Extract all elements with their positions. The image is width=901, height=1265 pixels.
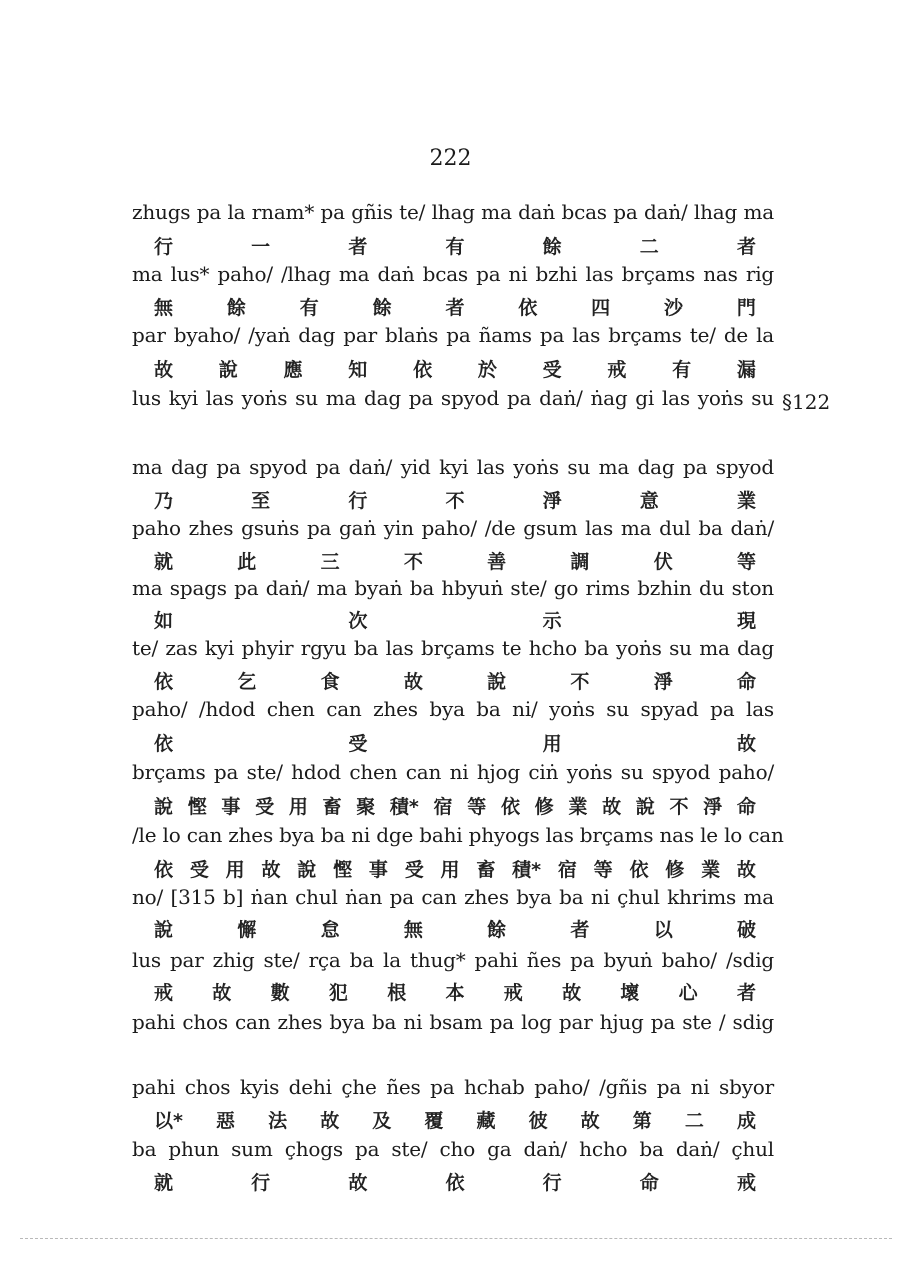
chinese-gloss-line — [132, 606, 774, 633]
gloss-char: 戒 — [736, 1172, 756, 1194]
gloss-char: 戒 — [607, 359, 627, 381]
romanized-line: par byaho/ /yaṅ dag par blaṅs pa ñams pa las brçams te/ de la — [132, 323, 774, 347]
gloss-char: 故 — [403, 671, 423, 693]
gloss-char: 示 — [542, 610, 562, 632]
gloss-char: 有 — [445, 236, 465, 258]
gloss-char: 說 — [635, 796, 655, 818]
gloss-char: 修 — [534, 796, 554, 818]
gloss-char: 根 — [387, 982, 407, 1004]
gloss-char: 壞 — [620, 982, 640, 1004]
gloss-char: 法 — [268, 1110, 288, 1132]
gloss-char: 用 — [440, 859, 460, 881]
gloss-char: 受 — [404, 859, 424, 881]
gloss-char: 用 — [288, 796, 308, 818]
gloss-char: 二 — [684, 1110, 704, 1132]
chinese-gloss-line — [132, 293, 774, 320]
gloss-char: 一 — [251, 236, 271, 258]
romanized-line: ba phun sum çhogs pa ste/ cho ga daṅ/ hcho ba daṅ/ çhul — [132, 1137, 774, 1161]
gloss-char: 行 — [154, 236, 174, 258]
gloss-char: 意 — [639, 490, 659, 512]
chinese-gloss-line — [132, 355, 774, 382]
gloss-char: 有 — [672, 359, 692, 381]
gloss-char: 食 — [320, 671, 340, 693]
gloss-char: 者 — [736, 982, 756, 1004]
gloss-char: 故 — [602, 796, 622, 818]
chinese-gloss-line — [132, 547, 774, 574]
gloss-char: 聚 — [356, 796, 376, 818]
footer-rule — [20, 1238, 892, 1239]
gloss-char: 故 — [212, 982, 232, 1004]
gloss-char: 故 — [736, 733, 756, 755]
gloss-char: 用 — [542, 733, 562, 755]
gloss-char: 故 — [562, 982, 582, 1004]
gloss-char: 善 — [487, 551, 507, 573]
gloss-char: 第 — [632, 1110, 652, 1132]
gloss-char: 故 — [261, 859, 281, 881]
gloss-char: 宿 — [433, 796, 453, 818]
chinese-gloss-line — [132, 915, 774, 942]
gloss-char: 畜 — [476, 859, 496, 881]
gloss-char: 受 — [348, 733, 368, 755]
gloss-char: 知 — [348, 359, 368, 381]
gloss-char: 就 — [154, 1172, 174, 1194]
gloss-char: 二 — [639, 236, 659, 258]
gloss-char: 三 — [320, 551, 340, 573]
gloss-char: 門 — [736, 297, 756, 319]
gloss-char: 不 — [570, 671, 590, 693]
chinese-gloss-line — [132, 232, 774, 259]
gloss-char: 有 — [299, 297, 319, 319]
gloss-char: 餘 — [487, 919, 507, 941]
gloss-char: 沙 — [664, 297, 684, 319]
gloss-char: 伏 — [653, 551, 673, 573]
gloss-char: 無 — [403, 919, 423, 941]
gloss-char: 事 — [221, 796, 241, 818]
gloss-char: 成 — [736, 1110, 756, 1132]
gloss-char: 說 — [297, 859, 317, 881]
gloss-char: 犯 — [328, 982, 348, 1004]
romanized-line: lus kyi las yoṅs su ma dag pa spyod pa daṅ/ ṅag gi las yoṅs su — [132, 386, 774, 410]
gloss-char: 彼 — [528, 1110, 548, 1132]
romanized-line: paho zhes gsuṅs pa gaṅ yin paho/ /de gsum las ma dul ba daṅ/ — [132, 516, 774, 540]
gloss-char: 戒 — [154, 982, 174, 1004]
gloss-char: 者 — [570, 919, 590, 941]
chinese-gloss-line — [132, 1168, 774, 1195]
gloss-char: 行 — [348, 490, 368, 512]
gloss-char: 說 — [154, 796, 174, 818]
gloss-char: 應 — [283, 359, 303, 381]
gloss-char: 餘 — [372, 297, 392, 319]
gloss-char: 依 — [154, 859, 174, 881]
gloss-char: 行 — [542, 1172, 562, 1194]
romanized-line: zhugs pa la rnam* pa gñis te/ lhag ma daṅ bcas pa daṅ/ lhag ma — [132, 200, 774, 224]
gloss-char: 命 — [736, 671, 756, 693]
romanized-line: pahi chos kyis dehi çhe ñes pa hchab paho/ /gñis pa ni sbyor — [132, 1075, 774, 1099]
gloss-char: 四 — [591, 297, 611, 319]
gloss-char: 數 — [270, 982, 290, 1004]
gloss-char: 不 — [669, 796, 689, 818]
gloss-char: 者 — [348, 236, 368, 258]
gloss-char: 依 — [413, 359, 433, 381]
page-number: 222 — [429, 146, 472, 171]
gloss-char: 不 — [403, 551, 423, 573]
gloss-char: 說 — [154, 919, 174, 941]
gloss-char: 無 — [154, 297, 174, 319]
chinese-gloss-line — [132, 729, 774, 756]
gloss-char: 依 — [445, 1172, 465, 1194]
gloss-char: 破 — [736, 919, 756, 941]
gloss-char: 如 — [154, 610, 174, 632]
gloss-char: 怠 — [320, 919, 340, 941]
gloss-char: 及 — [372, 1110, 392, 1132]
romanized-line: lus par zhig ste/ rça ba la thug* pahi ñes pa byuṅ baho/ /sdig — [132, 948, 774, 972]
gloss-char: 現 — [736, 610, 756, 632]
chinese-gloss-line — [132, 486, 774, 513]
gloss-char: 受 — [189, 859, 209, 881]
gloss-char: 懈 — [237, 919, 257, 941]
gloss-char: 就 — [154, 551, 174, 573]
gloss-char: 等 — [593, 859, 613, 881]
gloss-char: 宿 — [557, 859, 577, 881]
gloss-char: 心 — [678, 982, 698, 1004]
gloss-char: 積* — [389, 796, 419, 818]
gloss-char: 者 — [736, 236, 756, 258]
gloss-char: 說 — [487, 671, 507, 693]
gloss-char: 故 — [580, 1110, 600, 1132]
gloss-char: 依 — [500, 796, 520, 818]
gloss-char: 餘 — [542, 236, 562, 258]
gloss-char: 命 — [639, 1172, 659, 1194]
gloss-char: 事 — [368, 859, 388, 881]
gloss-char: 漏 — [736, 359, 756, 381]
gloss-char: 以* — [154, 1110, 183, 1132]
gloss-char: 修 — [665, 859, 685, 881]
gloss-char: 次 — [348, 610, 368, 632]
gloss-char: 乞 — [237, 671, 257, 693]
chinese-gloss-line — [132, 1106, 774, 1133]
gloss-char: 慳 — [333, 859, 353, 881]
gloss-char: 覆 — [424, 1110, 444, 1132]
romanized-line: /le lo can zhes bya ba ni dge bahi phyogs las brçams nas le lo can — [132, 823, 784, 847]
gloss-char: 以 — [653, 919, 673, 941]
gloss-char: 調 — [570, 551, 590, 573]
gloss-char: 慳 — [187, 796, 207, 818]
gloss-char: 淨 — [653, 671, 673, 693]
romanized-line: ma lus* paho/ /lhag ma daṅ bcas pa ni bzhi las brçams nas rig — [132, 262, 774, 286]
chinese-gloss-line — [132, 855, 774, 882]
gloss-char: 淨 — [703, 796, 723, 818]
gloss-char: 說 — [218, 359, 238, 381]
gloss-char: 者 — [445, 297, 465, 319]
romanized-line: ma spags pa daṅ/ ma byaṅ ba hbyuṅ ste/ go rims bzhin du ston — [132, 576, 774, 600]
romanized-line: ma dag pa spyod pa daṅ/ yid kyi las yoṅs su ma dag pa spyod — [132, 455, 774, 479]
gloss-char: 依 — [518, 297, 538, 319]
gloss-char: 至 — [251, 490, 271, 512]
gloss-char: 惡 — [216, 1110, 236, 1132]
gloss-char: 於 — [477, 359, 497, 381]
romanized-line: brçams pa ste/ hdod chen can ni hjog ciṅ yoṅs su spyod paho/ — [132, 760, 774, 784]
gloss-char: 行 — [251, 1172, 271, 1194]
chinese-gloss-line — [132, 667, 774, 694]
gloss-char: 受 — [255, 796, 275, 818]
gloss-char: 此 — [237, 551, 257, 573]
gloss-char: 依 — [154, 671, 174, 693]
gloss-char: 等 — [467, 796, 487, 818]
gloss-char: 業 — [736, 490, 756, 512]
gloss-char: 業 — [568, 796, 588, 818]
romanized-line: pahi chos can zhes bya ba ni bsam pa log par hjug pa ste / sdig — [132, 1010, 774, 1034]
gloss-char: 依 — [154, 733, 174, 755]
gloss-char: 不 — [445, 490, 465, 512]
gloss-char: 畜 — [322, 796, 342, 818]
romanized-line: paho/ /hdod chen can zhes bya ba ni/ yoṅs su spyad pa las — [132, 697, 774, 721]
gloss-char: 故 — [154, 359, 174, 381]
gloss-char: 等 — [736, 551, 756, 573]
chinese-gloss-line — [132, 978, 774, 1005]
chinese-gloss-line — [132, 792, 774, 819]
section-marker: §122 — [782, 390, 831, 414]
gloss-char: 依 — [629, 859, 649, 881]
gloss-char: 業 — [701, 859, 721, 881]
romanized-line: te/ zas kyi phyir rgyu ba las brçams te hcho ba yoṅs su ma dag — [132, 636, 774, 660]
gloss-char: 故 — [320, 1110, 340, 1132]
gloss-char: 藏 — [476, 1110, 496, 1132]
gloss-char: 用 — [225, 859, 245, 881]
gloss-char: 受 — [542, 359, 562, 381]
gloss-char: 淨 — [542, 490, 562, 512]
gloss-char: 本 — [445, 982, 465, 1004]
gloss-char: 故 — [736, 859, 756, 881]
gloss-char: 命 — [736, 796, 756, 818]
romanized-line: no/ [315 b] ṅan chul ṅan pa can zhes bya ba ni çhul khrims ma — [132, 885, 774, 909]
gloss-char: 積* — [512, 859, 542, 881]
gloss-char: 乃 — [154, 490, 174, 512]
gloss-char: 餘 — [226, 297, 246, 319]
gloss-char: 戒 — [503, 982, 523, 1004]
gloss-char: 故 — [348, 1172, 368, 1194]
